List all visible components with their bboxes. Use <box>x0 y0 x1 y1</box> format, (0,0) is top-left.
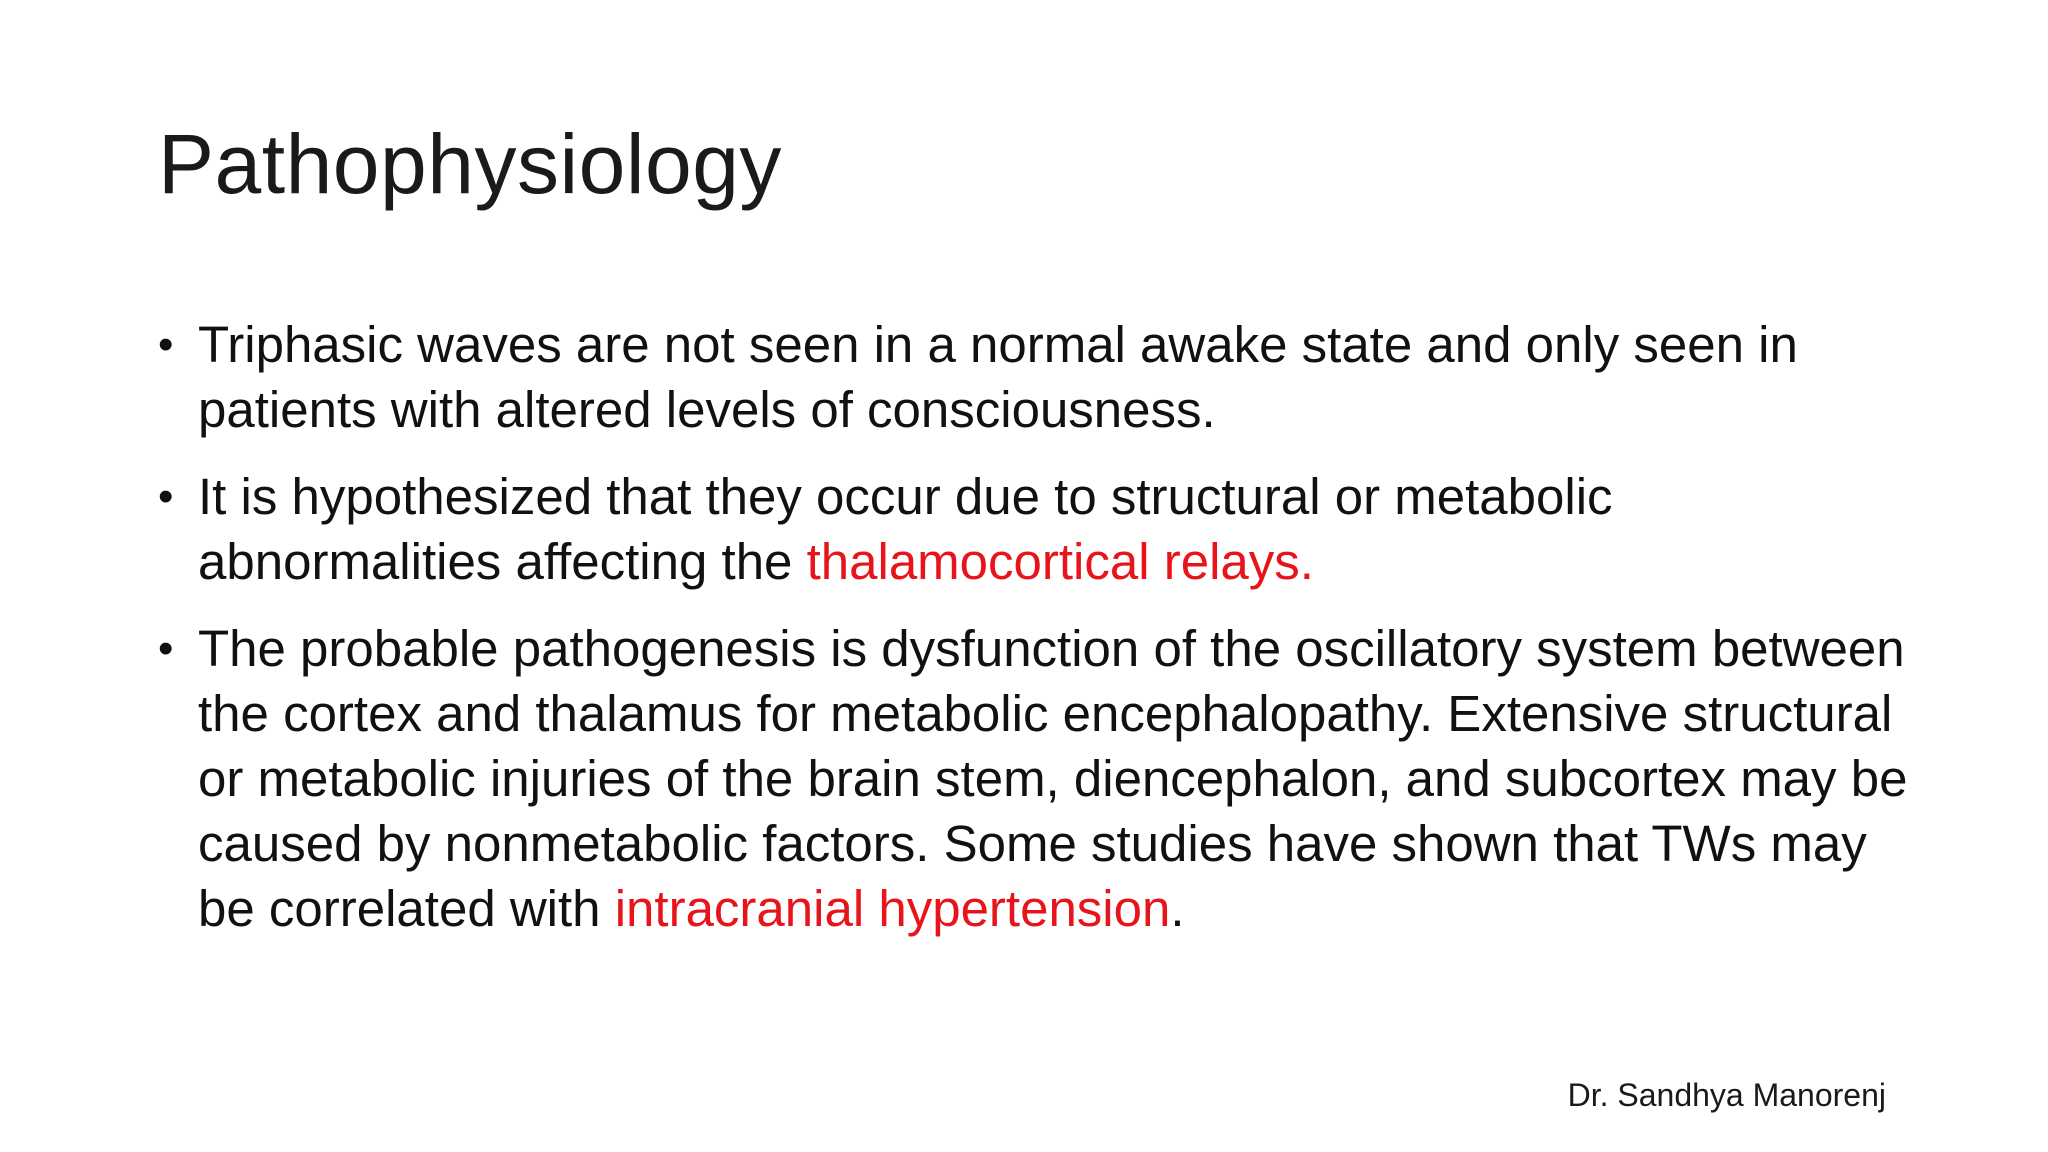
highlighted-term: thalamocortical relays. <box>806 533 1314 590</box>
bullet-icon: • <box>158 320 174 369</box>
bullet-list <box>158 312 1918 963</box>
bullet-text-end: . <box>1170 880 1185 937</box>
highlighted-term: intracranial hypertension <box>614 880 1171 937</box>
bullet-item-3 <box>158 616 1918 941</box>
bullet-icon: • <box>158 624 174 673</box>
slide-title: Pathophysiology <box>158 117 782 211</box>
bullet-item-2 <box>158 464 1918 594</box>
bullet-icon: • <box>158 472 174 521</box>
bullet-text: It is hypothesized that they occur due to structural or metabolic abnormalities affecting the <box>198 468 1613 590</box>
bullet-text: The probable pathogenesis is dysfunction of the oscillatory system between the cortex and thalamus for metabolic encephalopathy. Extensive structural or metabolic injuries of the brain stem, diencephalon, and subcortex may be caused by nonmetabolic factors. Some studies have shown that TWs may be correlated with <box>198 620 1908 937</box>
bullet-item-1 <box>158 312 1918 442</box>
bullet-text: Triphasic waves are not seen in a normal awake state and only seen in patients with altered levels of consciousness. <box>198 316 1798 438</box>
author-credit: Dr. Sandhya Manorenj <box>1567 1077 1886 1113</box>
